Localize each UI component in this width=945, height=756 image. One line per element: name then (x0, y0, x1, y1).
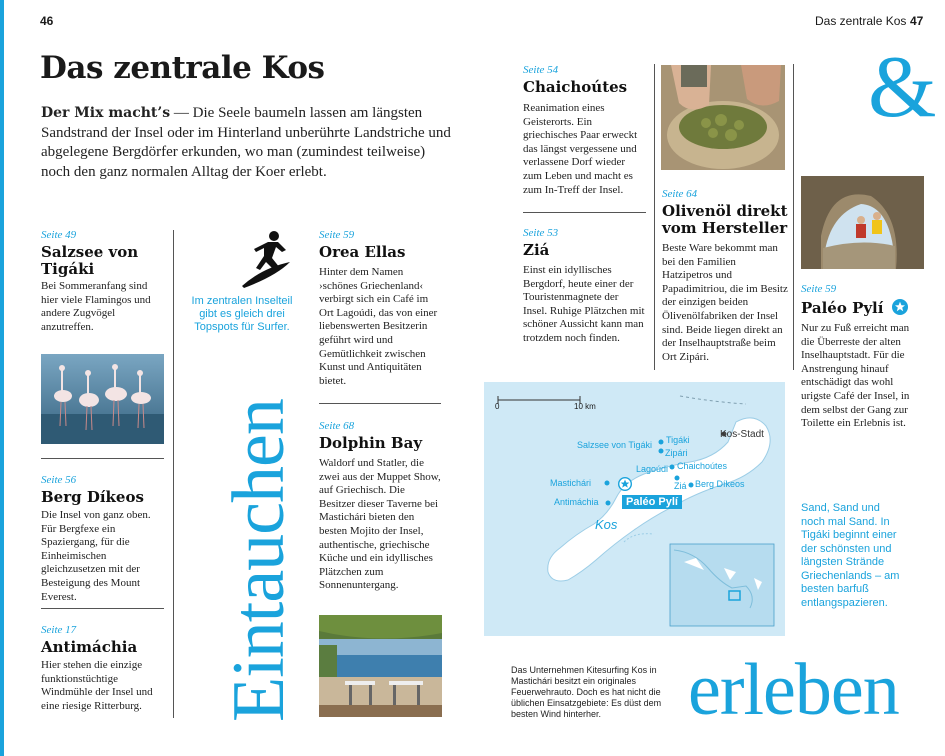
page-ref: Seite 68 (319, 420, 355, 432)
intro-lead: Der Mix macht’s (41, 105, 171, 121)
left-page-number: 46 (40, 14, 54, 28)
entry-title: Chaichoútes (523, 78, 628, 96)
left-page-edge (0, 0, 4, 756)
map-scale-start: 0 (495, 402, 500, 411)
surfer-note: Im zentralen Inselteil gibt es gleich drei Topspots für Surfer. (191, 295, 293, 333)
star-icon (892, 299, 908, 315)
running-head: Das zentrale Kos (815, 14, 907, 28)
ampersand: & (868, 39, 937, 136)
taverna-photo (319, 615, 442, 717)
entry-text: Die Insel von ganz oben. Für Bergfexe ein Spaziergang, für die Einheimischen gleichzusetzen mit der Besteigung des Mount Everest. (41, 509, 151, 603)
page-ref: Seite 49 (41, 229, 77, 241)
entry-text: Einst ein idyllisches Bergdorf, heute einer der Touristenmagnete der Insel. Ruhige Plätzchen mit schöner Aussicht kann man trotzdem noch finden. (523, 264, 645, 344)
entry-text: Bei Sommeranfang sind hier viele Flamingos und andere Zugvögel anzutreffen. (41, 280, 151, 333)
entry-paleo-pyli (801, 283, 925, 431)
entry-dolphin-bay (319, 420, 443, 593)
entry-title: Olivenöl direkt vom Hersteller (662, 202, 788, 237)
column-divider (173, 230, 174, 718)
hikers-photo (801, 176, 924, 269)
vertical-word: Eintauchen (218, 399, 300, 722)
map-label-antimachia: Antimáchia (554, 497, 599, 507)
map-scale-end: 10 km (574, 402, 596, 411)
page-ref: Seite 53 (523, 227, 559, 239)
right-page-number: 47 (910, 14, 924, 28)
entry-text: Nur zu Fuß erreicht man die Überreste der alten Inselhauptstadt. Für die Anstrengung hinauf entschädigt das wohl urigste Café der Insel, in dem selbst der Gang zur Toilette ein Erlebnis ist. (801, 322, 910, 430)
map-label-mastichari: Mastichári (550, 478, 592, 488)
intro-paragraph (41, 104, 451, 182)
intro-text: — Die Seele baumeln lassen am längsten Sandstrand der Insel oder im Hinterland unberührte Landstriche und abgelegene Bergdörfer erkunden, wo man (zumindest teilweise) noch den ganz normalen Alltag der Koer erlebt. (41, 105, 451, 180)
page-ref: Seite 59 (801, 283, 837, 295)
page-ref: Seite 59 (319, 229, 355, 241)
entry-text: Beste Ware bekommt man bei den Familien Hatzipetros und Papadimitriou, die im Besitz der einzigen beiden Ölivenölfabriken der Insel sind. Beide liegen direkt an der Inselhauptstraße beim Ort Zipári. (662, 242, 788, 363)
entry-text: Hinter dem Namen ›schönes Griechenland‹ verbirgt sich ein Café im Ort Lagoúdi, das von einer liebenswerten Besitzerin geführt wird und Gemütlichkeit zwischen Kunst und Antiquitäten bietet. (319, 266, 438, 387)
entry-olivenoel (662, 188, 788, 364)
entry-salzsee (41, 229, 167, 334)
entry-zia (523, 227, 645, 346)
page-ref: Seite 17 (41, 624, 77, 636)
entry-title: Salzsee von Tigáki (41, 243, 139, 278)
page-ref: Seite 56 (41, 474, 77, 486)
entry-title-row (801, 298, 925, 317)
map-label-zia: Ziá (674, 481, 687, 491)
entry-title: Ziá (523, 241, 550, 259)
map-label-lagoudi: Lagoúdi (636, 464, 669, 474)
map-label-berg-dikeos: Berg Díkeos (695, 479, 745, 489)
map-highlight-label: Paléo Pylí (622, 495, 682, 509)
olive-photo (661, 65, 785, 170)
fire-note: Das Unternehmen Kitesurfing Kos in Mastichári besitzt ein originales Feuerwehrauto. Doch es hat nicht die üblichen Einsatzgebiete: Es düst dem besten Wind hinterher. (511, 665, 662, 719)
divider (41, 608, 164, 609)
flamingo-photo (41, 354, 164, 444)
map-label-tigaki: Tigáki (666, 435, 690, 445)
map-star-icon (618, 476, 632, 490)
entry-title: Antimáchia (41, 638, 138, 656)
entry-text: Hier stehen die einzige funktionstüchtige Windmühle der Insel und eine riesige Ritterburg. (41, 659, 153, 712)
divider (41, 458, 164, 459)
map-label-kos-stadt: Kos-Stadt (720, 429, 764, 440)
beach-note: Sand, Sand und noch mal Sand. In Tigáki beginnt einer der schönsten und längsten Strände Griechenlands – am besten barfuß entlangspazieren. (801, 502, 900, 609)
divider (523, 212, 646, 213)
entry-title: Orea Ellas (319, 243, 406, 261)
page-ref: Seite 54 (523, 64, 559, 76)
entry-chaichoutes (523, 64, 645, 197)
entry-orea-ellas (319, 229, 443, 388)
divider (319, 403, 441, 404)
entry-title: Paléo Pylí (801, 299, 884, 317)
map-label-island: Kos (595, 517, 618, 532)
map-label-salzsee: Salzsee von Tigáki (577, 440, 653, 450)
entry-text: Waldorf und Statler, die zwei aus der Muppet Show, auf Griechisch. Die Besitzer dieser Taverne bei Mastichári bieten den besten Mojito der Insel, authentische, griechische Küche und ein idyllisches Plätzchen zum Sonnenuntergang. (319, 457, 441, 592)
column-divider (793, 64, 794, 370)
page-ref: Seite 64 (662, 188, 698, 200)
big-word: erleben (688, 649, 899, 731)
map-label-zipari: Zipári (665, 448, 688, 458)
column-divider (654, 64, 655, 370)
entry-text: Reanimation eines Geisterorts. Ein griechisches Paar erweckt das längst vergessene und verlassene Dorf wieder zum Leben und macht es zum In-Treff der Insel. (523, 102, 638, 196)
page-title: Das zentrale Kos (40, 50, 325, 86)
entry-title: Berg Díkeos (41, 488, 144, 506)
surfer-icon (238, 228, 294, 290)
entry-title: Dolphin Bay (319, 434, 423, 452)
map-label-chaichoutes: Chaichoútes (677, 461, 728, 471)
entry-antimachia (41, 624, 167, 713)
island-map (484, 382, 785, 636)
entry-berg-dikeos (41, 474, 167, 604)
